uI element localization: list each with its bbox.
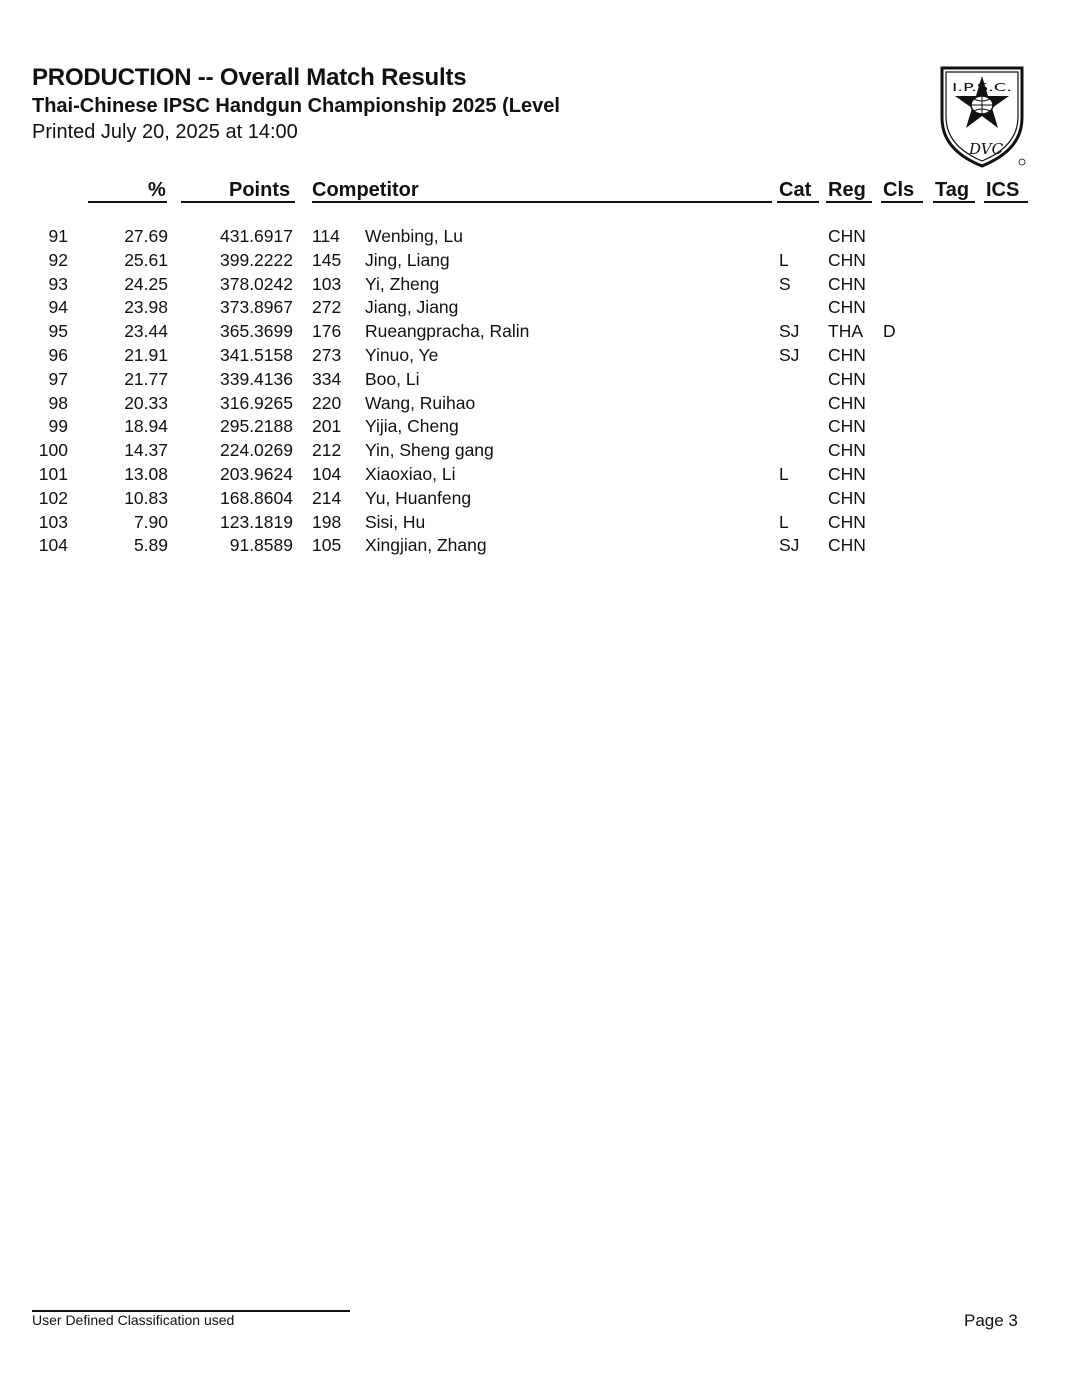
- percent-cell: 21.91: [124, 344, 168, 365]
- region-cell: CHN: [828, 487, 866, 508]
- competitor-name-cell: Wenbing, Lu: [365, 226, 463, 246]
- percent-cell: 23.44: [124, 321, 168, 342]
- region-cell: CHN: [828, 511, 866, 532]
- category-cell: SJ: [779, 321, 800, 342]
- competitor-number-cell: 273: [312, 344, 342, 365]
- col-header-points-underline: [181, 201, 295, 203]
- region-cell: CHN: [828, 535, 866, 556]
- place-cell: 98: [48, 392, 68, 413]
- class-cell: D: [883, 321, 896, 342]
- place-cell: 97: [48, 368, 68, 389]
- region-cell: CHN: [828, 344, 866, 365]
- competitor-name-cell: Sisi, Hu: [365, 511, 426, 532]
- table-row: [0, 486, 1080, 510]
- svg-text:DVC: DVC: [969, 140, 1004, 158]
- printed-date: Printed July 20, 2025 at 14:00: [32, 121, 298, 143]
- region-cell: CHN: [828, 416, 866, 437]
- place-cell: 95: [48, 321, 68, 342]
- competitor-name-cell: Jiang, Jiang: [365, 297, 459, 318]
- points-cell: 431.6917: [220, 226, 293, 246]
- page-title: PRODUCTION -- Overall Match Results: [32, 64, 467, 91]
- category-cell: L: [779, 511, 789, 532]
- region-cell: CHN: [828, 226, 866, 246]
- col-header-cat: Cat: [779, 179, 812, 201]
- table-row: [0, 367, 1080, 391]
- footer-note: User Defined Classification used: [32, 1312, 235, 1328]
- results-table: [0, 224, 1080, 557]
- col-header-competitor-underline: [312, 201, 772, 203]
- competitor-name-cell: Xingjian, Zhang: [365, 535, 487, 556]
- col-header-ics: ICS: [986, 179, 1020, 201]
- table-row: [0, 391, 1080, 415]
- competitor-number-cell: 272: [312, 297, 342, 318]
- svg-text:I.P.S.C.: I.P.S.C.: [952, 81, 1012, 94]
- place-cell: 100: [38, 440, 68, 461]
- table-row: [0, 438, 1080, 462]
- place-cell: 92: [48, 249, 68, 270]
- col-header-cat-underline: [777, 201, 819, 203]
- category-cell: L: [779, 249, 789, 270]
- points-cell: 203.9624: [220, 463, 293, 484]
- col-header-tag-underline: [933, 201, 975, 203]
- percent-cell: 18.94: [124, 416, 168, 437]
- competitor-name-cell: Boo, Li: [365, 368, 420, 389]
- points-cell: 339.4136: [220, 368, 293, 389]
- points-cell: 123.1819: [220, 511, 293, 532]
- points-cell: 365.3699: [220, 321, 293, 342]
- competitor-name-cell: Jing, Liang: [365, 249, 450, 270]
- percent-cell: 23.98: [124, 297, 168, 318]
- percent-cell: 21.77: [124, 368, 168, 389]
- table-row: [0, 272, 1080, 296]
- percent-cell: 13.08: [124, 463, 168, 484]
- percent-cell: 20.33: [124, 392, 168, 413]
- region-cell: CHN: [828, 249, 866, 270]
- col-header-competitor: Competitor: [312, 179, 419, 201]
- competitor-number-cell: 105: [312, 535, 342, 556]
- place-cell: 91: [48, 226, 68, 246]
- competitor-number-cell: 334: [312, 368, 342, 389]
- region-cell: CHN: [828, 463, 866, 484]
- col-header-cls-underline: [881, 201, 923, 203]
- points-cell: 91.8589: [229, 535, 293, 556]
- points-cell: 341.5158: [220, 344, 293, 365]
- percent-cell: 5.89: [133, 535, 168, 556]
- place-cell: 93: [48, 273, 68, 294]
- category-cell: SJ: [779, 535, 800, 556]
- points-cell: 378.0242: [220, 273, 293, 294]
- page-number: Page 3: [964, 1311, 1018, 1330]
- competitor-number-cell: 104: [312, 463, 342, 484]
- category-cell: SJ: [779, 344, 800, 365]
- points-cell: 224.0269: [220, 440, 293, 461]
- category-cell: S: [779, 273, 791, 294]
- col-header-pct-underline: [88, 201, 167, 203]
- table-row: [0, 343, 1080, 367]
- col-header-pct: %: [148, 179, 166, 201]
- points-cell: 168.8604: [220, 487, 293, 508]
- place-cell: 94: [48, 297, 68, 318]
- competitor-number-cell: 220: [312, 392, 342, 413]
- place-cell: 104: [38, 535, 68, 556]
- competitor-number-cell: 176: [312, 321, 342, 342]
- place-cell: 101: [38, 463, 68, 484]
- match-name: Thai-Chinese IPSC Handgun Championship 2025 (Level: [32, 95, 560, 117]
- points-cell: 316.9265: [220, 392, 293, 413]
- competitor-name-cell: Wang, Ruihao: [365, 392, 476, 413]
- competitor-number-cell: 201: [312, 416, 342, 437]
- competitor-name-cell: Yu, Huanfeng: [365, 487, 472, 508]
- percent-cell: 25.61: [124, 249, 168, 270]
- percent-cell: 24.25: [124, 273, 168, 294]
- percent-cell: 7.90: [133, 511, 168, 532]
- col-header-tag: Tag: [935, 179, 970, 201]
- table-row: [0, 295, 1080, 319]
- competitor-name-cell: Yi, Zheng: [365, 273, 440, 294]
- percent-cell: 27.69: [124, 226, 168, 246]
- col-header-reg: Reg: [828, 179, 866, 201]
- competitor-name-cell: Yinuo, Ye: [365, 344, 439, 365]
- place-cell: 96: [48, 344, 68, 365]
- table-row: [0, 248, 1080, 272]
- competitor-number-cell: 198: [312, 511, 342, 532]
- region-cell: CHN: [828, 392, 866, 413]
- region-cell: CHN: [828, 273, 866, 294]
- competitor-name-cell: Xiaoxiao, Li: [365, 463, 456, 484]
- category-cell: L: [779, 463, 789, 484]
- competitor-number-cell: 145: [312, 249, 342, 270]
- ipsc-logo: [938, 64, 1026, 168]
- col-header-cls: Cls: [883, 179, 915, 201]
- region-cell: CHN: [828, 440, 866, 461]
- competitor-name-cell: Yin, Sheng gang: [365, 440, 494, 461]
- place-cell: 102: [38, 487, 68, 508]
- competitor-number-cell: 212: [312, 440, 342, 461]
- competitor-number-cell: 103: [312, 273, 342, 294]
- col-header-points: Points: [229, 179, 291, 201]
- place-cell: 103: [38, 511, 68, 532]
- competitor-number-cell: 114: [312, 226, 340, 246]
- competitor-number-cell: 214: [312, 487, 342, 508]
- region-cell: CHN: [828, 297, 866, 318]
- table-row: [0, 533, 1080, 557]
- col-header-reg-underline: [826, 201, 872, 203]
- table-row: [0, 462, 1080, 486]
- table-row: [0, 224, 1080, 248]
- table-row: [0, 319, 1080, 343]
- competitor-name-cell: Yijia, Cheng: [365, 416, 459, 437]
- table-row: [0, 510, 1080, 534]
- percent-cell: 10.83: [124, 487, 168, 508]
- col-header-ics-underline: [984, 201, 1028, 203]
- points-cell: 295.2188: [220, 416, 293, 437]
- percent-cell: 14.37: [124, 440, 168, 461]
- competitor-name-cell: Rueangpracha, Ralin: [365, 321, 530, 342]
- table-row: [0, 414, 1080, 438]
- points-cell: 399.2222: [220, 249, 293, 270]
- region-cell: THA: [828, 321, 863, 342]
- region-cell: CHN: [828, 368, 866, 389]
- place-cell: 99: [48, 416, 68, 437]
- points-cell: 373.8967: [220, 297, 293, 318]
